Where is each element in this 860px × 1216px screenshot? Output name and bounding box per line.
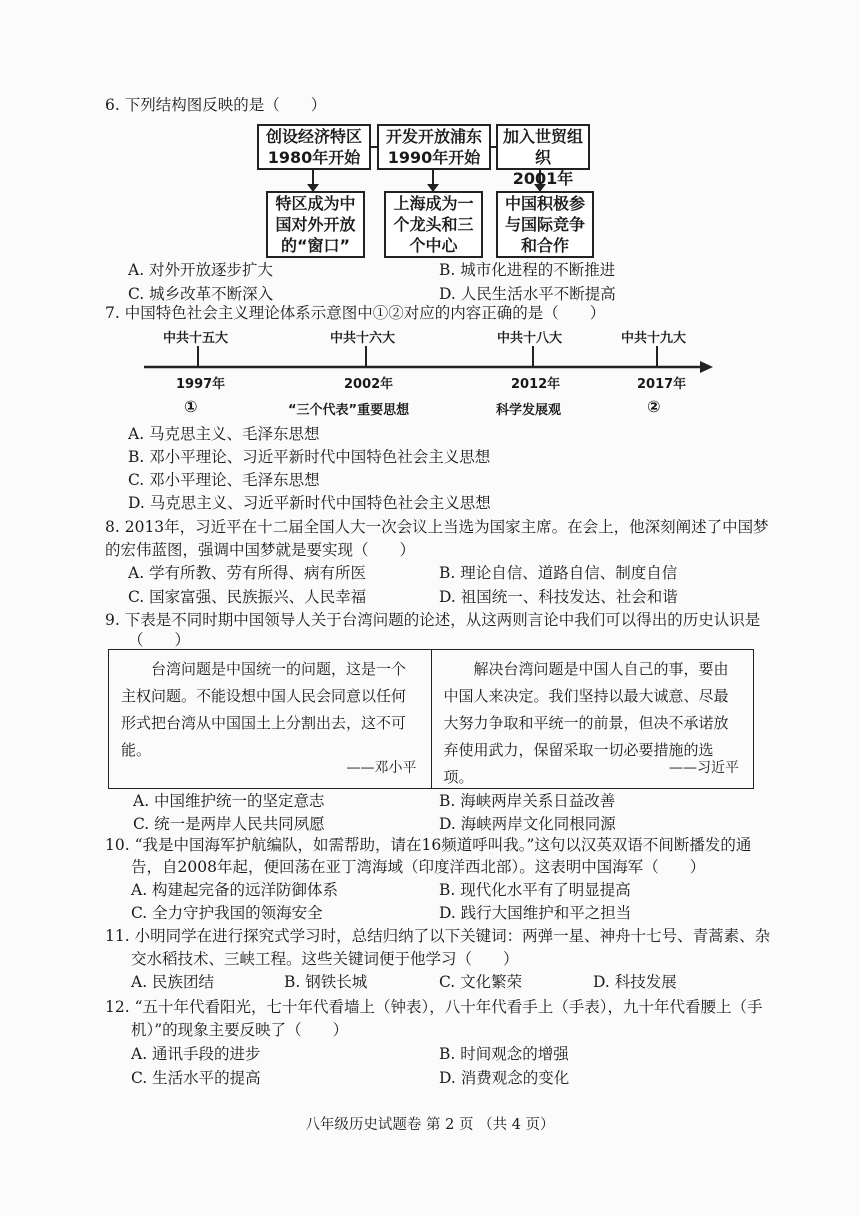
q11-option-a[interactable]: A. 民族团结 [131,973,215,991]
theory-blank-2: ② [647,397,661,416]
q9-quote-table [108,649,754,789]
q7-option-d[interactable]: D. 马克思主义、习近平新时代中国特色社会主义思想 [128,494,491,512]
q10-option-c[interactable]: C. 全力守护我国的领海安全 [131,904,323,922]
q10-stem-line2: 告，自2008年起，便回荡在亚丁湾海域（印度洋西北部）。这表明中国海军（ ） [131,858,706,876]
theory-three-represents: “三个代表”重要思想 [288,403,410,418]
q12-option-c[interactable]: C. 生活水平的提高 [131,1069,261,1087]
q6-box-wto: 加入世贸组织 2001年 [496,124,590,170]
q12-option-b[interactable]: B. 时间观念的增强 [439,1045,569,1063]
q6-box-pudong: 开发开放浦东 1990年开始 [377,124,491,170]
q12-stem-line2: 机）”的现象主要反映了（ ） [131,1021,349,1039]
q7-option-b[interactable]: B. 邓小平理论、习近平新时代中国特色社会主义思想 [128,448,491,466]
year-2012: 2012年 [511,377,561,392]
q10-option-a[interactable]: A. 构建起完备的远洋防御体系 [131,881,339,899]
q11-stem-line1: 11. 小明同学在进行探究式学习时，总结归纳了以下关键词：两弹一星、神舟十七号、青蒿素、杂 [105,927,771,945]
q11-option-d[interactable]: D. 科技发展 [593,973,677,991]
q6-box-window: 特区成为中 国对外开放 的“窗口” [266,191,365,258]
q7-stem: 7. 中国特色社会主义理论体系示意图中①②对应的内容正确的是（ ） [105,304,606,322]
q7-option-c[interactable]: C. 邓小平理论、毛泽东思想 [128,471,320,489]
congress-15: 中共十五大 [163,331,229,346]
q7-option-a[interactable]: A. 马克思主义、毛泽东思想 [128,425,320,443]
q9-stem-line2: （ ） [128,631,191,649]
theory-blank-1: ① [184,397,198,416]
quote-xi-text: 解决台湾问题是中国人自己的事，要由中国人来决定。我们坚持以最大诚意、尽最大努力争取和平统一的前景，但决不承诺放弃使用武力，保留采取一切必要措施的选项。 [443,660,729,786]
q10-option-d[interactable]: D. 践行大国维护和平之担当 [439,904,632,922]
q10-stem-line1: 10. “我是中国海军护航编队，如需帮助，请在16频道呼叫我。”这句以汉英双语不间断播发的通 [105,836,752,854]
q11-option-b[interactable]: B. 钢铁长城 [284,973,368,991]
q8-stem-line1: 8. 2013年，习近平在十二届全国人大一次会议上当选为国家主席。在会上，他深刻阐述了中国梦 [105,518,769,536]
quote-deng-text: 台湾问题是中国统一的问题，这是一个主权问题。不能设想中国人民会同意以任何形式把台湾从中国国土上分割出去，这不可能。 [121,660,407,759]
q6-option-c[interactable]: C. 城乡改革不断深入 [128,285,274,303]
q6-box-shanghai: 上海成为一 个龙头和三 个中心 [384,191,483,258]
q8-option-a[interactable]: A. 学有所教、劳有所得、病有所医 [128,564,367,582]
year-2017: 2017年 [637,377,687,392]
q11-option-c[interactable]: C. 文化繁荣 [439,973,523,991]
q12-option-d[interactable]: D. 消费观念的变化 [439,1069,570,1087]
quote-deng-source: ——邓小平 [346,760,417,776]
q6-option-a[interactable]: A. 对外开放逐步扩大 [128,261,274,279]
q6-stem: 6. 下列结构图反映的是（ ） [105,96,327,114]
page-footer: 八年级历史试题卷 第 2 页 （共 4 页） [305,1117,555,1133]
year-2002: 2002年 [344,377,394,392]
q9-option-d[interactable]: D. 海峡两岸文化同根同源 [439,815,616,833]
q6-box-sez: 创设经济特区 1980年开始 [257,124,371,170]
quote-xi [431,650,754,788]
q9-option-c[interactable]: C. 统一是两岸人民共同夙愿 [133,815,325,833]
year-1997: 1997年 [176,377,226,392]
q12-option-a[interactable]: A. 通讯手段的进步 [131,1045,261,1063]
q8-option-d[interactable]: D. 祖国统一、科技发达、社会和谐 [439,588,678,606]
q8-option-b[interactable]: B. 理论自信、道路自信、制度自信 [439,564,678,582]
q11-stem-line2: 交水稻技术、三峡工程。这些关键词便于他学习（ ） [131,950,519,968]
timeline-arrow-icon [700,361,713,373]
q12-stem-line1: 12. “五十年代看阳光，七十年代看墙上（钟表），八十年代看手上（手表），九十年代看腰上（手 [105,998,763,1016]
congress-16: 中共十六大 [330,331,396,346]
q9-option-b[interactable]: B. 海峡两岸关系日益改善 [439,792,616,810]
q8-option-c[interactable]: C. 国家富强、民族振兴、人民幸福 [128,588,367,606]
quote-xi-source: ——习近平 [669,760,739,776]
congress-19: 中共十九大 [621,331,687,346]
q6-box-competition: 中国积极参 与国际竞争 和合作 [496,191,594,258]
quote-deng [109,650,431,788]
q10-option-b[interactable]: B. 现代化水平有了明显提高 [439,881,631,899]
q6-option-d[interactable]: D. 人民生活水平不断提高 [439,285,616,303]
theory-scientific-development: 科学发展观 [496,403,562,418]
q6-option-b[interactable]: B. 城市化进程的不断推进 [439,261,616,279]
q8-stem-line2: 的宏伟蓝图，强调中国梦就是要实现（ ） [105,541,416,559]
q9-option-a[interactable]: A. 中国维护统一的坚定意志 [133,792,325,810]
congress-18: 中共十八大 [497,331,563,346]
q9-stem-line1: 9. 下表是不同时期中国领导人关于台湾问题的论述，从这两则言论中我们可以得出的历史认识是 [105,611,761,629]
